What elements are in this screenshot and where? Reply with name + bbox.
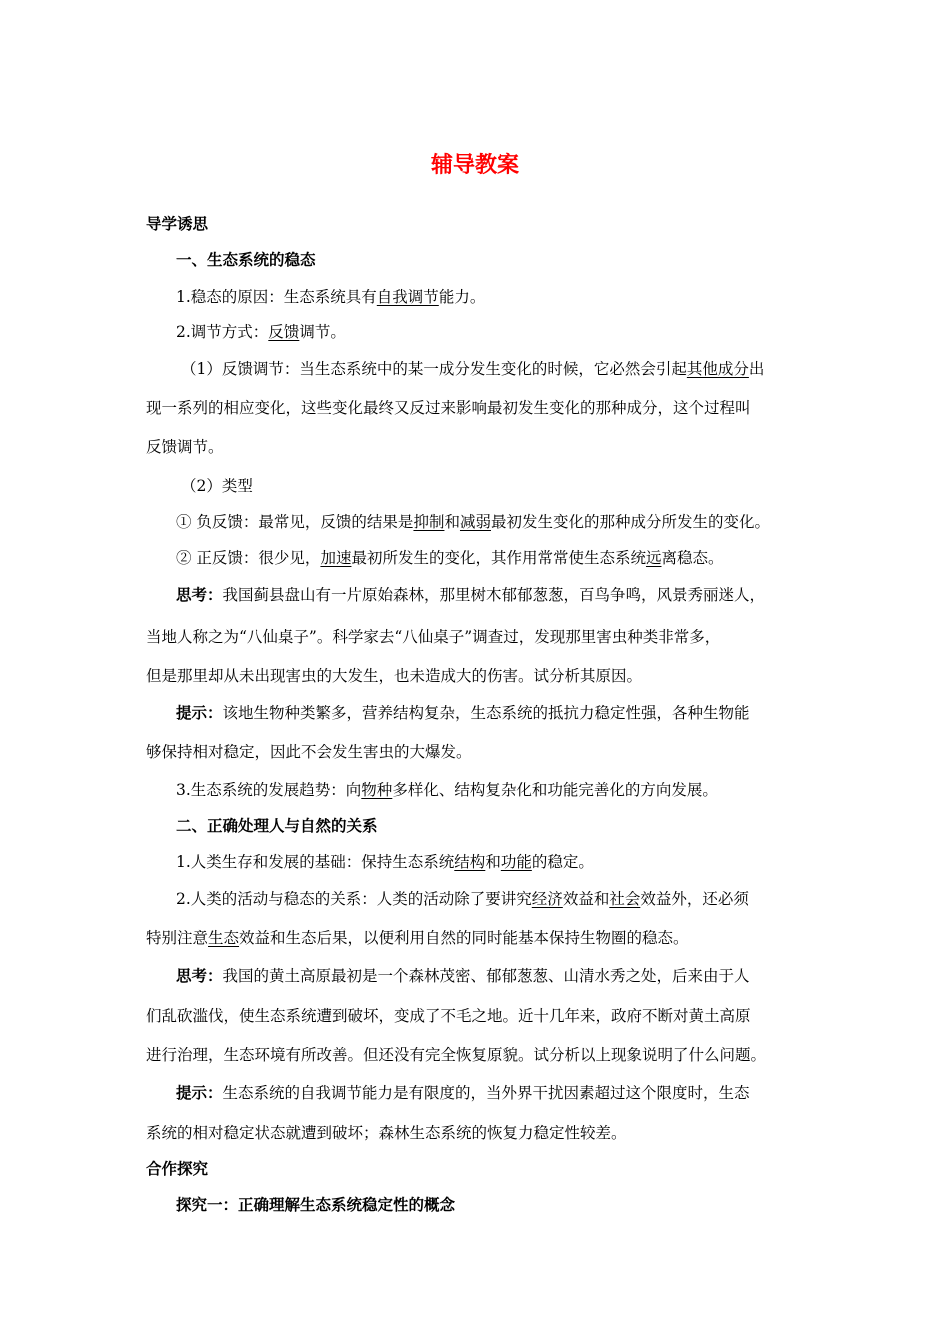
hint-label: 提示：: [176, 704, 223, 722]
text: 离稳态。: [661, 549, 724, 567]
section-heading-guided-study: 导学诱思: [146, 215, 209, 233]
underlined-answer: 其他成分: [686, 360, 749, 378]
heading-human-nature-relationship: 二、正确处理人与自然的关系: [176, 817, 378, 835]
text: 效益外，还必须: [640, 890, 749, 908]
paragraph-feedback-regulation-line2: 现一系列的相应变化，这些变化最终又反过来影响最初发生变化的那种成分，这个过程叫: [146, 399, 751, 417]
text: 1.稳态的原因：生态系统具有: [176, 288, 377, 306]
text: 最初所发生的变化，其作用常常使生态系统: [351, 549, 646, 567]
text: 和: [485, 853, 501, 871]
text: 3.生态系统的发展趋势：向: [176, 781, 362, 799]
text: 效益和生态后果，以便利用自然的同时能基本保持生物圈的稳态。: [239, 929, 689, 947]
text: 我国的黄土高原最初是一个森林茂密、郁郁葱葱、山清水秀之处，后来由于人: [222, 967, 750, 985]
think-question-2-line3: 进行治理，生态环境有所改善。但还没有完全恢复原貌。试分析以上现象说明了什么问题。: [146, 1046, 767, 1064]
text: 生态系统的自我调节能力是有限度的，当外界干扰因素超过这个限度时，生态: [222, 1084, 750, 1102]
think-label: 思考：: [176, 967, 223, 985]
think-question-2-line2: 们乱砍滥伐，使生态系统遭到破坏，变成了不毛之地。近十几年来，政府不断对黄土高原: [146, 1007, 751, 1025]
underlined-answer: 减弱: [459, 513, 491, 531]
paragraph-feedback-regulation-line1: [181, 359, 816, 379]
paragraph-types: （2）类型: [181, 477, 253, 495]
hint-1-line1: [176, 703, 846, 723]
text: 2.调节方式：: [176, 323, 269, 341]
text: 1.人类生存和发展的基础：保持生态系统: [176, 853, 455, 871]
underlined-answer: 社会: [609, 890, 641, 908]
document-title: 辅导教案: [430, 153, 519, 178]
text: 出: [748, 360, 765, 378]
think-label: 思考：: [176, 586, 223, 604]
text: 能力。: [438, 288, 486, 306]
text: 2.人类的活动与稳态的关系：人类的活动除了要讲究: [176, 890, 532, 908]
hint-2-line1: [176, 1083, 806, 1103]
text: 的稳定。: [531, 853, 594, 871]
paragraph-positive-feedback: [176, 548, 846, 568]
text: 和: [444, 513, 460, 531]
text: （1）反馈调节：当生态系统中的某一成分发生变化的时候，它必然会引起: [181, 360, 687, 378]
section-heading-cooperative-inquiry: 合作探究: [146, 1160, 209, 1178]
underlined-answer: 远: [645, 549, 662, 567]
paragraph-survival-basis: [176, 852, 846, 872]
text: ① 负反馈：最常见，反馈的结果是: [176, 513, 414, 531]
underlined-answer: 反馈: [268, 323, 300, 341]
underlined-answer: 抑制: [413, 513, 445, 531]
paragraph-development-trend: [176, 780, 846, 800]
text: 我国蓟县盘山有一片原始森林，那里树木郁郁葱葱，百鸟争鸣，风景秀丽迷人，: [222, 586, 766, 604]
paragraph-human-activity-line2: [146, 928, 816, 948]
underlined-answer: 加速: [320, 549, 352, 567]
underlined-answer: 功能: [500, 853, 532, 871]
paragraph-stability-cause: [176, 287, 846, 307]
paragraph-negative-feedback: [176, 512, 846, 532]
hint-1-line2: 够保持相对稳定，因此不会发生害虫的大爆发。: [146, 743, 472, 761]
think-question-1-line2: 当地人称之为“八仙桌子”。科学家去“八仙桌子”调查过，发现那里害虫种类非常多，: [146, 628, 721, 646]
underlined-answer: 生态: [208, 929, 240, 947]
paragraph-human-activity-line1: [176, 889, 816, 909]
text: 多样化、结构复杂化和功能完善化的方向发展。: [392, 781, 718, 799]
text: 该地生物种类繁多，营养结构复杂，生态系统的抵抗力稳定性强，各种生物能: [222, 704, 750, 722]
text: 调节。: [299, 323, 346, 341]
text: 效益和: [562, 890, 610, 908]
think-question-2-line1: [176, 966, 806, 986]
underlined-answer: 结构: [454, 853, 486, 871]
underlined-answer: 自我调节: [376, 288, 439, 306]
heading-inquiry-one: 探究一：正确理解生态系统稳定性的概念: [176, 1196, 456, 1214]
text: ② 正反馈：很少见，: [176, 549, 321, 567]
paragraph-regulation-method: [176, 322, 846, 342]
text: 最初发生变化的那种成分所发生的变化。: [490, 513, 770, 531]
think-question-1-line1: [176, 585, 816, 605]
underlined-answer: 经济: [531, 890, 563, 908]
hint-2-line2: 系统的相对稳定状态就遭到破坏；森林生态系统的恢复力稳定性较差。: [146, 1124, 627, 1142]
think-question-1-line3: 但是那里却从未出现害虫的大发生，也未造成大的伤害。试分析其原因。: [146, 667, 643, 685]
paragraph-feedback-regulation-line3: 反馈调节。: [146, 438, 224, 456]
heading-ecosystem-homeostasis: 一、生态系统的稳态: [176, 251, 316, 269]
hint-label: 提示：: [176, 1084, 223, 1102]
underlined-answer: 物种: [361, 781, 393, 799]
text: 特别注意: [146, 929, 209, 947]
